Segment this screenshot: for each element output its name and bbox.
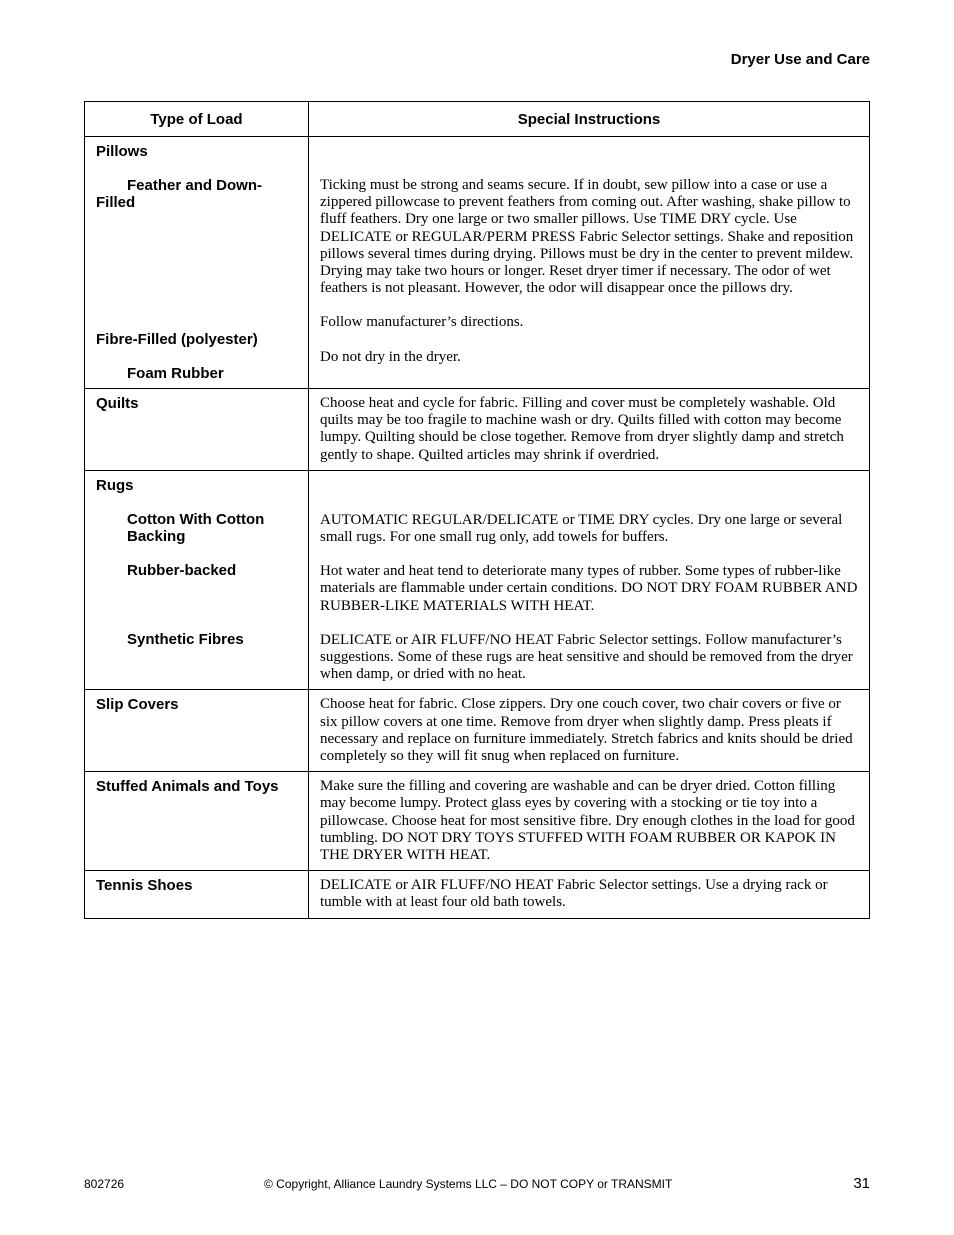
type-cell — [85, 137, 309, 389]
row-label-pillows: Pillows — [96, 143, 148, 160]
table-row-slip-covers — [85, 690, 870, 772]
page-header-title: Dryer Use and Care — [730, 51, 870, 68]
sub-label-synthetic: Synthetic Fibres — [127, 630, 244, 648]
sub-label-fibre: Fibre-Filled (polyester) — [96, 331, 258, 348]
row-label-slip-covers: Slip Covers — [96, 696, 179, 714]
table-row-tennis-shoes — [85, 871, 870, 918]
sub-label-foam: Foam Rubber — [127, 365, 224, 382]
text-feather: Ticking must be strong and seams secure. If in doubt, sew pillow into a case or use a zippered pillowcase to prevent feathers from coming out. After washing, shake pillow to fluff feathers. Dry one large or two smaller pillows. Use TIME DRY cycle. Use DELICATE or REGULAR/PERM PRESS Fabric Selector settings. Shake and reposition pillows several times during drying. Pillows must be dry in the center to prevent mildew. Drying may take two hours or longer. Reset dryer timer if necessary. The odor of wet feathers is not pleasant. However, the odor will disappear once the pillows dry. — [320, 177, 854, 297]
type-cell — [85, 389, 309, 471]
sub-label-feather: Feather and Down-Filled — [96, 177, 263, 211]
table-header-row — [85, 102, 870, 137]
text-foam: Do not dry in the dryer. — [320, 348, 461, 365]
load-instructions-table — [84, 101, 870, 919]
instructions-cell — [309, 389, 870, 471]
table-row-rugs — [85, 470, 870, 690]
table-row-quilts — [85, 389, 870, 471]
row-label-stuffed-animals: Stuffed Animals and Toys — [96, 778, 279, 796]
text-fibre: Follow manufacturer’s directions. — [320, 314, 524, 331]
type-cell — [85, 772, 309, 871]
type-cell — [85, 470, 309, 690]
text-synthetic: DELICATE or AIR FLUFF/NO HEAT Fabric Selector settings. Follow manufacturer’s suggestions. Some of these rugs are heat sensitive and should be removed from the dryer when damp, or dried with no heat. — [320, 631, 853, 683]
column-header-type: Type of Load — [85, 102, 309, 137]
text-slip-covers: Choose heat for fabric. Close zippers. Dry one couch cover, two chair covers or five or six pillow covers at one time. Remove from dryer when slightly damp. Press pleats if necessary and replace on furniture immediately. Stretch fabrics and knits should be dried completely so they will fit snug when replaced on furniture. — [320, 696, 853, 765]
type-cell — [85, 690, 309, 772]
type-cell — [85, 871, 309, 918]
footer-doc-code: 802726 — [84, 1177, 125, 1191]
text-quilts: Choose heat and cycle for fabric. Filling and cover must be completely washable. Old quilts may be too fragile to machine wash or dry. Quilts filled with cotton may become lumpy. Quilting should be close together. Remove from dryer slightly damp and stretch gently to shape. Quilted articles may shrink if overdried. — [320, 395, 844, 463]
text-tennis-shoes: DELICATE or AIR FLUFF/NO HEAT Fabric Selector settings. Use a drying rack or tumble with at least four old bath towels. — [320, 877, 828, 911]
text-rubber: Hot water and heat tend to deteriorate many types of rubber. Some types of rubber-like materials are flammable under certain conditions. DO NOT DRY FOAM RUBBER AND RUBBER-LIKE MATERIALS WITH HEAT. — [320, 563, 858, 614]
row-label-tennis-shoes: Tennis Shoes — [96, 877, 193, 895]
instructions-cell — [309, 470, 870, 690]
table-row-pillows — [85, 137, 870, 389]
row-label-quilts: Quilts — [96, 395, 139, 412]
sub-label-cotton: Cotton With Cotton Backing — [127, 510, 265, 545]
text-stuffed-animals: Make sure the filling and covering are washable and can be dryer dried. Cotton filling may become lumpy. Protect glass eyes by covering with a stocking or tie toy into a pillowcase. Choose heat for most sensitive fibre. Dry enough clothes in the load for good tumbling. DO NOT DRY TOYS STUFFED WITH FOAM RUBBER OR KAPOK IN THE DRYER WITH HEAT. — [320, 778, 855, 864]
footer-copyright: © Copyright, Alliance Laundry Systems LLC – DO NOT COPY or TRANSMIT — [264, 1177, 673, 1191]
instructions-cell — [309, 690, 870, 772]
table-row-stuffed-animals — [85, 772, 870, 871]
text-cotton: AUTOMATIC REGULAR/DELICATE or TIME DRY cycles. Dry one large or several small rugs. For one small rug only, add towels for buffers. — [320, 511, 843, 546]
instructions-cell — [309, 871, 870, 918]
column-header-instructions: Special Instructions — [309, 102, 870, 137]
footer-page-number: 31 — [853, 1175, 870, 1192]
instructions-cell — [309, 772, 870, 871]
row-label-rugs: Rugs — [96, 476, 134, 494]
sub-label-rubber: Rubber-backed — [127, 561, 237, 579]
instructions-cell — [309, 137, 870, 389]
